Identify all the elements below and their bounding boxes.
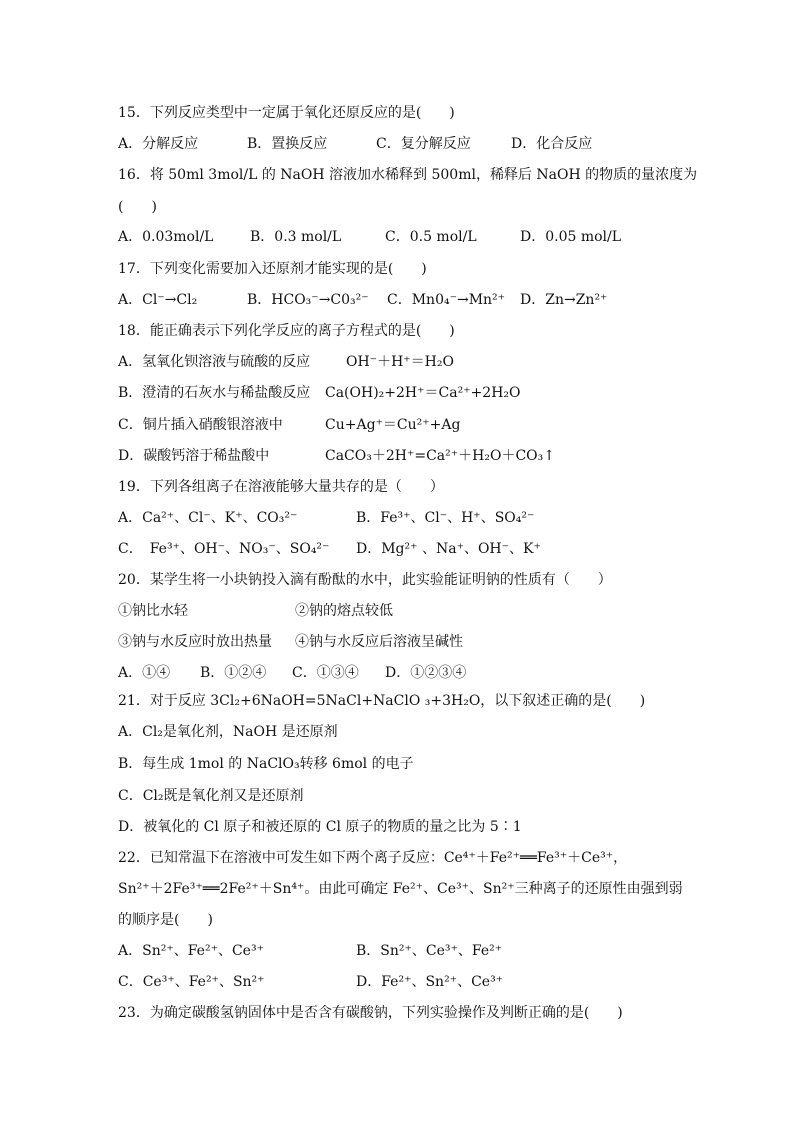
question-20-option-c: C．①③④ [292,665,359,681]
question-17-option-a: A．Cl⁻→Cl₂ [118,292,198,308]
question-18-option-d-equation: CaCO₃＋2H⁺=Ca²⁺＋H₂O＋CO₃↑ [325,448,555,464]
question-22-option-c: C．Ce³⁺、Fe²⁺、Sn²⁺ [118,974,265,990]
question-22-stem-line-1: 22．已知常温下在溶液中可发生如下两个离子反应：Ce⁴⁺＋Fe²⁺══Fe³⁺＋Ce³⁺， [118,850,628,866]
question-15-stem: 15．下列反应类型中一定属于氧化还原反应的是( ) [118,105,455,121]
question-21-stem: 21．对于反应 3Cl₂+6NaOH=5NaCl+NaClO ₃+3H₂O，以下叙述正确的是( ) [118,693,646,709]
question-18-option-b-text: B．澄清的石灰水与稀盐酸反应 [118,385,311,401]
question-16-option-c: C．0.5 mol/L [385,229,477,245]
question-22-stem-line-2: Sn²⁺＋2Fe³⁺══2Fe²⁺＋Sn⁴⁺。由此可确定 Fe²⁺、Ce³⁺、Sn²⁺三种离子的还原性由强到弱 [118,881,683,897]
question-20-option-a: A．①④ [118,665,171,681]
question-21-option-c: C．Cl₂既是氧化剂又是还原剂 [118,788,304,804]
question-16-stem-cont: ( ) [118,199,157,215]
question-16-option-a: A．0.03mol/L [118,229,214,245]
question-22-stem-line-3: 的顺序是( ) [118,912,213,928]
question-15-option-a: A．分解反应 [118,136,199,152]
question-19-option-a: A．Ca²⁺、Cl⁻、K⁺、CO₃²⁻ [118,510,298,526]
question-18-option-d-text: D．碳酸钙溶于稀盐酸中 [118,448,270,464]
question-21-option-b: B．每生成 1mol 的 NaClO₃转移 6mol 的电子 [118,756,414,772]
question-15-option-b: B．置换反应 [247,136,328,152]
question-20-statement-2: ②钠的熔点较低 [295,603,393,619]
question-15-option-d: D．化合反应 [511,136,593,152]
question-20-option-d: D．①②③④ [385,665,467,681]
question-17-option-b: B．HCO₃⁻→C0₃²⁻ [247,292,369,308]
question-22-option-a: A．Sn²⁺、Fe²⁺、Ce³⁺ [118,943,264,959]
question-15-option-c: C．复分解反应 [376,136,471,152]
question-23-stem: 23．为确定碳酸氢钠固体中是否含有碳酸钠，下列实验操作及判断正确的是( ) [118,1005,623,1021]
question-20-statement-1: ①钠比水轻 [118,603,188,619]
question-16-option-b: B．0.3 mol/L [250,229,342,245]
question-20-option-b: B．①②④ [200,665,267,681]
question-18-stem: 18．能正确表示下列化学反应的离子方程式的是( ) [118,323,455,339]
question-16-stem: 16．将 50ml 3mol/L 的 NaOH 溶液加水稀释到 500ml，稀释后 NaOH 的物质的量浓度为 [118,167,698,183]
question-18-option-a-equation: OH⁻＋H⁺＝H₂O [346,354,454,370]
question-19-option-c: C． Fe³⁺、OH⁻、NO₃⁻、SO₄²⁻ [118,541,330,557]
question-20-statement-4: ④钠与水反应后溶液呈碱性 [295,634,463,650]
question-18-option-c-text: C．铜片插入硝酸银溶液中 [118,417,283,433]
question-19-option-d: D．Mg²⁺ 、Na⁺、OH⁻、K⁺ [356,541,541,557]
question-20-statement-3: ③钠与水反应时放出热量 [118,634,272,650]
question-22-option-b: B．Sn²⁺、Ce³⁺、Fe²⁺ [356,943,503,959]
question-21-option-d: D．被氧化的 Cl 原子和被还原的 Cl 原子的物质的量之比为 5∶1 [118,819,522,835]
question-19-option-b: B．Fe³⁺、Cl⁻、H⁺、SO₄²⁻ [356,510,535,526]
question-21-option-a: A．Cl₂是氧化剂，NaOH 是还原剂 [118,724,338,740]
question-18-option-b-equation: Ca(OH)₂+2H⁺＝Ca²⁺+2H₂O [325,385,521,401]
question-20-stem: 20．某学生将一小块钠投入滴有酚酞的水中，此实验能证明钠的性质有（ ） [118,572,612,588]
question-17-option-d: D．Zn→Zn²⁺ [520,292,608,308]
question-17-option-c: C．Mn0₄⁻→Mn²⁺ [387,292,506,308]
question-22-option-d: D．Fe²⁺、Sn²⁺、Ce³⁺ [356,974,504,990]
question-18-option-a-text: A．氢氧化钡溶液与硫酸的反应 [118,354,311,370]
question-16-option-d: D．0.05 mol/L [520,229,622,245]
question-19-stem: 19．下列各组离子在溶液能够大量共存的是（ ） [118,479,444,495]
question-17-stem: 17．下列变化需要加入还原剂才能实现的是( ) [118,261,427,277]
question-18-option-c-equation: Cu+Ag⁺＝Cu²⁺+Ag [325,417,461,433]
